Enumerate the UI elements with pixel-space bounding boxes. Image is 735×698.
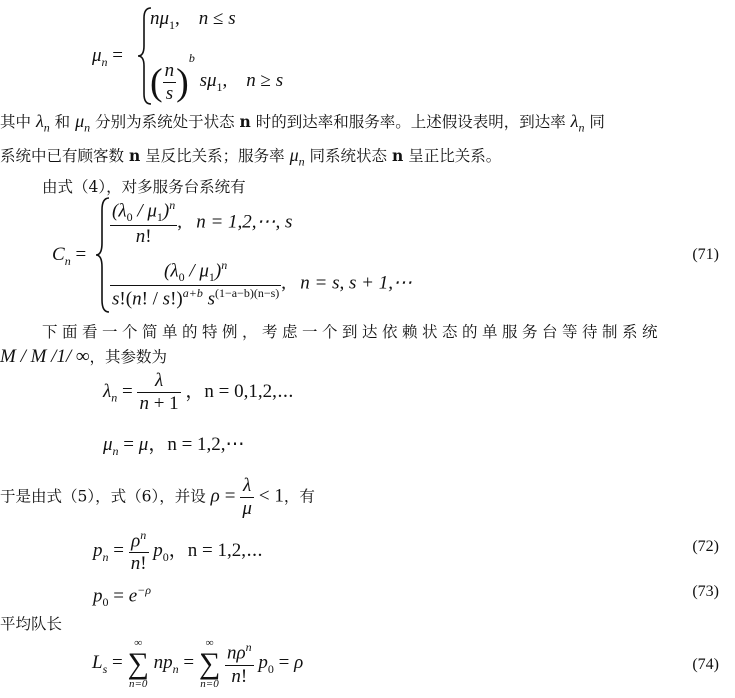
equation-number-72: (72) [692, 538, 719, 555]
paragraph-special-case-2: M / M /1/ ∞，其参数为 [0, 346, 168, 367]
paragraph-special-case: 下面看一个简单的特例，考虑一个到达依赖状态的单服务台等待制系统 [42, 323, 663, 341]
paragraph-multi-server: 由式（4），对多服务台系统有 [42, 178, 246, 196]
paragraph-average-queue: 平均队长 [0, 615, 63, 633]
equation-number-73: (73) [692, 583, 719, 600]
paragraph-arrival-service-2: 系统中已有顾客数 n 呈反比关系；服务率 $\mu_n$ 同系统状态 n 呈正比关系。 [0, 145, 502, 169]
paragraph-arrival-service: 其中 $\lambda_n$ 和 $\mu_n$ 分别为系统处于状态 n 时的到达率和服务率。上述假设表明，到达率 $\lambda_n$ 同 [0, 111, 605, 135]
eq71-case1-condition: n = 1,2,⋯, s [196, 211, 293, 233]
lambda-n-equation: $\lambda_n$ = $\frac{\lambda}{n + 1}$ ，n = 0,1,2,⋯ [103, 370, 294, 414]
equation-number-71: (71) [692, 246, 719, 263]
equation-number-74: (74) [692, 656, 719, 673]
paragraph-rho: 于是由式（5），式（6），并设 ρ = $\frac{\lambda}{\mu}$ < 1，有 [0, 475, 315, 519]
left-brace-icon [95, 196, 111, 314]
eq71-case2-condition: n = s, s + 1,⋯ [300, 272, 412, 294]
mu-n-equation: $\mu_n = \mu$，n = 1,2,⋯ [103, 434, 245, 458]
